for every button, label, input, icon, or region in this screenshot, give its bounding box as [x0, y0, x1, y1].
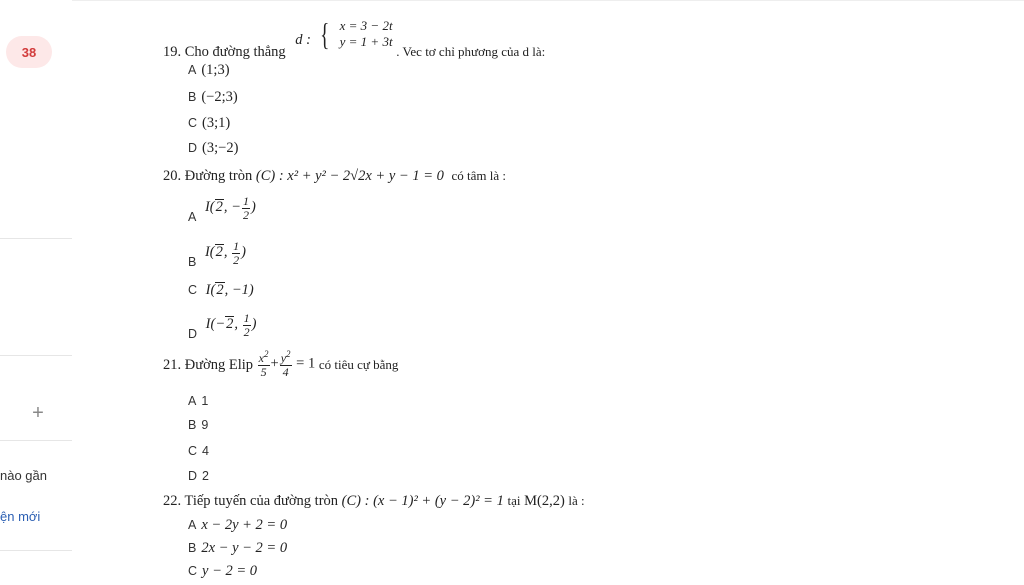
- q21-prefix: 21. Đường Elip: [163, 357, 254, 374]
- q19-system: [340, 18, 393, 51]
- q22-option-b[interactable]: [188, 540, 287, 557]
- q19-option-b[interactable]: [188, 89, 238, 106]
- q20-prefix: 20. Đường tròn: [163, 168, 253, 184]
- option-label: D: [188, 327, 198, 342]
- q22-point: M(2,2): [524, 493, 565, 509]
- q21-option-b[interactable]: [188, 417, 213, 434]
- option-label: A: [188, 394, 197, 408]
- cut-off-text: [215, 0, 260, 5]
- q20-option-b[interactable]: [188, 239, 246, 270]
- option-label: A: [188, 210, 197, 225]
- option-value: I(−2, $\frac{1}{2}$ ): [205, 311, 257, 339]
- option-label: D: [188, 469, 198, 483]
- option-value: I(2, $\frac{1}{2}$ ): [204, 239, 246, 267]
- question-21: 21. Đường Elip $\frac{x^2}{5}$ + $\frac{y^2}{4}$ = 1 có tiêu cự bằng: [163, 349, 399, 379]
- option-value: 2x − y − 2 = 0: [201, 540, 288, 556]
- sidebar-link-new[interactable]: ện mới: [0, 509, 41, 524]
- option-value: I(2, − $\frac{1}{2}$ ): [204, 194, 256, 222]
- option-label: B: [188, 541, 197, 555]
- q21-option-a[interactable]: [188, 393, 213, 410]
- question-20: [163, 168, 506, 185]
- option-label: B: [188, 255, 197, 270]
- option-label: C: [188, 116, 198, 130]
- q21-suffix: có tiêu cự bằng: [318, 357, 399, 373]
- q21-eq-tail: = 1: [296, 355, 316, 372]
- option-value: (1;3): [201, 62, 230, 78]
- q19-var: d :: [295, 31, 312, 48]
- q19-brace: {: [319, 16, 329, 53]
- option-label: C: [188, 564, 198, 578]
- q22-mid: tại: [507, 493, 521, 508]
- option-value: 1: [201, 394, 209, 408]
- option-label: D: [188, 141, 198, 155]
- question-22: [163, 493, 585, 510]
- q21-frac-y: $\frac{y^2}{4}$: [280, 349, 291, 379]
- add-button[interactable]: +: [32, 402, 44, 424]
- option-value: I(2, −1): [205, 282, 254, 298]
- q19-option-d[interactable]: [188, 140, 238, 157]
- option-value: (3;1): [202, 115, 231, 131]
- q20-equation: x² + y² − 2√2x + y − 1 = 0: [287, 168, 444, 184]
- q22-option-a[interactable]: [188, 517, 287, 534]
- q20-option-d[interactable]: [188, 311, 257, 342]
- option-label: A: [188, 518, 197, 532]
- option-value: 2: [202, 469, 209, 483]
- q20-option-c[interactable]: [188, 282, 254, 299]
- question-count-badge[interactable]: 38: [6, 36, 52, 68]
- q19-eq2: y = 1 + 3t: [339, 34, 393, 50]
- q19-eq1: x = 3 − 2t: [339, 18, 393, 33]
- option-value: 4: [202, 444, 209, 458]
- q19-prefix: 19. Cho đường thẳng: [163, 43, 286, 60]
- q20-suffix: có tâm là :: [451, 168, 506, 183]
- option-label: B: [188, 418, 197, 432]
- option-value: y − 2 = 0: [202, 563, 258, 579]
- question-19: [163, 8, 546, 60]
- option-label: A: [188, 63, 197, 77]
- q20-eq-c: (C) :: [255, 168, 284, 184]
- q20-option-a[interactable]: [188, 194, 256, 225]
- q19-option-c[interactable]: [188, 115, 230, 132]
- q21-option-d[interactable]: [188, 468, 214, 485]
- q22-equation: (C) : (x − 1)² + (y − 2)² = 1: [341, 493, 504, 509]
- q21-option-c[interactable]: [188, 443, 214, 460]
- q19-suffix: . Vec tơ chỉ phương của d là:: [396, 43, 546, 59]
- q22-suffix: là :: [568, 493, 585, 508]
- option-value: 9: [201, 418, 209, 432]
- sidebar-link-recent[interactable]: nào gần: [0, 468, 47, 483]
- option-label: C: [188, 283, 198, 297]
- option-value: x − 2y + 2 = 0: [201, 517, 288, 533]
- option-value: (3;−2): [202, 140, 239, 156]
- q22-prefix: 22. Tiếp tuyến của đường tròn: [163, 493, 339, 509]
- option-label: C: [188, 444, 198, 458]
- option-value: (−2;3): [201, 89, 238, 105]
- q19-option-a[interactable]: [188, 62, 230, 79]
- option-label: B: [188, 90, 197, 104]
- q22-option-c[interactable]: [188, 563, 257, 580]
- q21-frac-x: $\frac{x^2}{5}$: [258, 349, 269, 379]
